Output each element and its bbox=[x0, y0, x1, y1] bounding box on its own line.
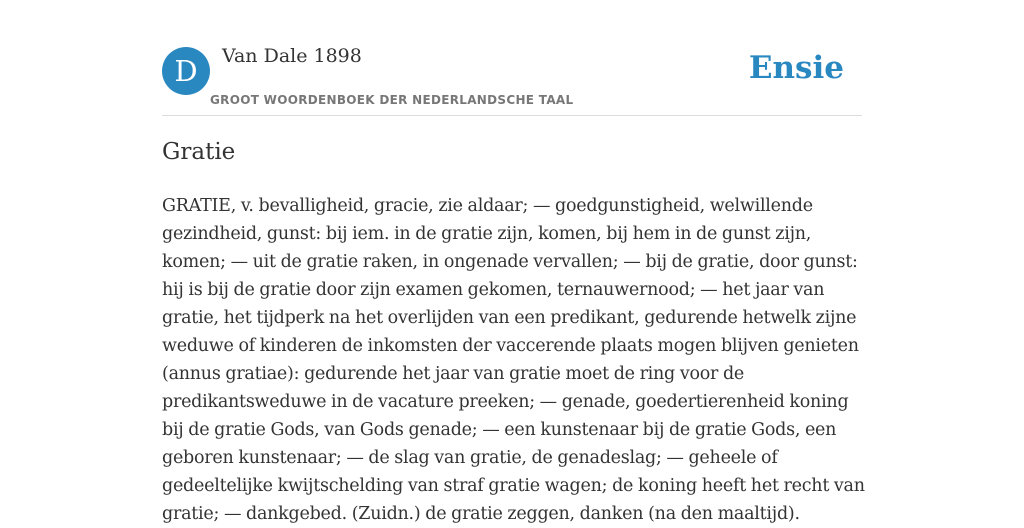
entry-definition: GRATIE, v. bevalligheid, gracie, zie aldaar; — goedgunstigheid, welwillende gezindheid, gunst: bij iem. in de gratie zijn, komen, bij hem in de gunst zijn, komen; — uit de gratie raken, in ongenade vervallen; — bij de gratie, door gunst: hij is bij de gratie door zijn examen gekomen, ternauwernood; — het jaar van gratie, het tijdperk na het overlijden van een predikant, gedurende hetwelk zijne weduwe of kinderen de inkomsten der vaccerende plaats mogen blijven genieten (annus gratiae): gedurende het jaar van gratie moet de ring voor de predikantsweduwe in de vacature preeken; — genade, goedertierenheid koning bij de gratie Gods, van Gods genade; — een kunstenaar bij de gratie Gods, een geboren kunstenaar; — de slag van gratie, de genadeslag; — geheele of gedeeltelijke kwijtschelding van straf gratie wagen; de koning heeft het recht van gratie; — dankgebed. (Zuidn.) de gratie zeggen, danken (na den maaltijd). bbox=[162, 196, 865, 524]
source-avatar[interactable]: D bbox=[162, 47, 210, 95]
brand-logo[interactable]: Ensie bbox=[748, 50, 844, 86]
source-subtitle: GROOT WOORDENBOEK DER NEDERLANDSCHE TAAL bbox=[210, 93, 574, 107]
source-title[interactable]: Van Dale 1898 bbox=[222, 45, 362, 67]
entry-title: Gratie bbox=[162, 139, 236, 165]
site-header bbox=[162, 0, 862, 116]
